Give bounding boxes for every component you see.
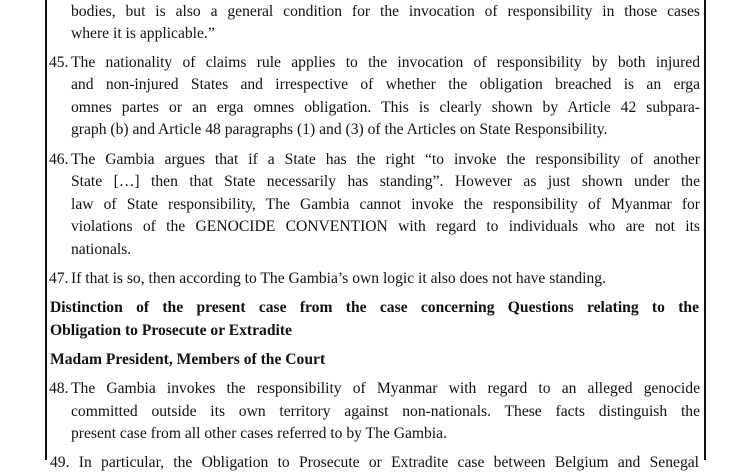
section-heading-line-2: Obligation to Prosecute or Extradite [50,322,292,339]
p46-line-2: State […] then that State necessarily has standing”. However as just shown under the [71,173,700,190]
page-border-right [704,0,706,460]
p46-line-4: violations of the GENOCIDE CONVENTION with regard to individuals who are not its [71,218,700,235]
p46-line-3: law of State responsibility, The Gambia cannot invoke the responsibility of Myanmar for [71,196,700,213]
section-heading-line-1: Distinction of the present case from the case concerning Questions relating to the [50,299,699,316]
paragraph-number-47: 47. [49,270,69,287]
p45-line-1: The nationality of claims rule applies to the invocation of responsibility by both injured [71,54,700,71]
p49-clip-region [50,451,700,471]
p44-line-2: where it is applicable.” [71,25,215,42]
p48-line-2: committed outside its own territory against non-nationals. These facts distinguish the [71,403,700,420]
p48-line-3: present case from all other cases referred to by The Gambia. [71,425,447,442]
p45-line-3: omnes partes or an erga omnes obligation. This is clearly shown by Article 42 subpara- [71,99,700,116]
p45-line-4: graph (b) and Article 48 paragraphs (1) and (3) of the Articles on State Responsibility. [71,121,608,138]
paragraph-number-45: 45. [49,54,69,71]
address-heading: Madam President, Members of the Court [50,351,326,368]
p44-line-1: bodies, but is also a general condition for the invocation of responsibility in those cases [71,3,700,20]
p47-text: If that is so, then according to The Gambia’s own logic it also does not have standing. [71,270,606,287]
p49-partial-line: 49. In particular, the Obligation to Prosecute or Extradite case between Belgium and Senegal [50,454,699,471]
page-border-left [45,0,47,460]
p48-line-1: The Gambia invokes the responsibility of Myanmar with regard to an alleged genocide [71,380,700,397]
p46-line-1: The Gambia argues that if a State has the right “to invoke the responsibility of another [71,151,700,168]
p45-line-2: and non-injured States and irrespective of whether the obligation breached is an erga [71,76,700,93]
paragraph-number-46: 46. [49,151,69,168]
paragraph-number-48: 48. [49,380,69,397]
p46-line-5: nationals. [71,241,132,258]
